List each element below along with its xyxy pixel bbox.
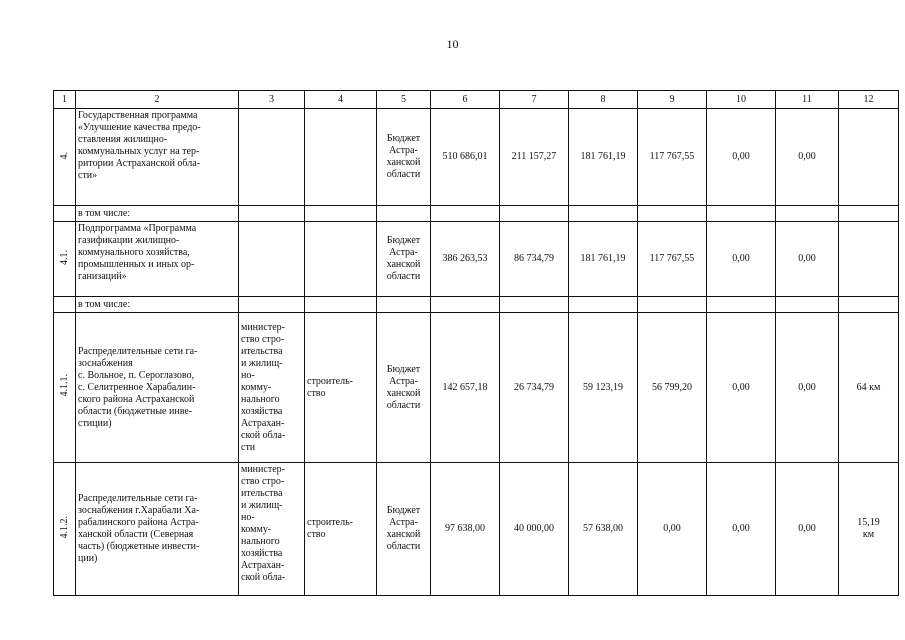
page-number: 10	[446, 37, 459, 51]
empty-cell	[239, 206, 305, 222]
empty-cell	[776, 297, 839, 313]
header-cell: 7	[500, 91, 569, 109]
empty-cell	[377, 206, 431, 222]
empty-cell	[776, 206, 839, 222]
year-value-cell: 117 767,55	[638, 222, 707, 297]
total-cell: 142 657,18	[431, 313, 500, 463]
year-value-cell: 56 799,20	[638, 313, 707, 463]
work-kind-cell	[305, 109, 377, 206]
work-kind-cell: строитель- ство	[305, 463, 377, 596]
header-cell: 10	[707, 91, 776, 109]
empty-cell	[431, 297, 500, 313]
empty-cell	[839, 297, 899, 313]
empty-cell	[839, 206, 899, 222]
header-cell: 9	[638, 91, 707, 109]
result-cell	[839, 109, 899, 206]
empty-cell	[54, 297, 76, 313]
empty-cell	[305, 297, 377, 313]
empty-cell	[431, 206, 500, 222]
header-cell: 3	[239, 91, 305, 109]
row-number-cell	[54, 313, 76, 463]
year-value-cell: 0,00	[776, 109, 839, 206]
year-value-cell: 0,00	[707, 313, 776, 463]
empty-cell	[377, 297, 431, 313]
budget-table	[53, 90, 899, 596]
program-name-cell: Подпрограмма «Программа газификации жилищно- коммунального хозяйства, промышленных и иных ор- ганизаций»	[76, 222, 239, 297]
row-number: 4.1.2.	[58, 515, 70, 539]
row-number-cell	[54, 109, 76, 206]
empty-cell	[500, 297, 569, 313]
empty-cell	[569, 297, 638, 313]
year-value-cell: 40 000,00	[500, 463, 569, 596]
row-number: 4.1.1.	[58, 374, 70, 397]
empty-cell	[500, 206, 569, 222]
year-value-cell: 181 761,19	[569, 109, 638, 206]
header-cell: 4	[305, 91, 377, 109]
table-row	[54, 222, 899, 297]
funding-source-cell: Бюджет Астра- ханской области	[377, 222, 431, 297]
header-cell: 2	[76, 91, 239, 109]
header-cell: 6	[431, 91, 500, 109]
header-cell: 8	[569, 91, 638, 109]
empty-cell	[54, 206, 76, 222]
executor-cell	[239, 109, 305, 206]
empty-cell	[638, 206, 707, 222]
row-number: 4.	[58, 151, 70, 159]
year-value-cell: 0,00	[776, 313, 839, 463]
table-row	[54, 206, 899, 222]
table-row	[54, 109, 899, 206]
year-value-cell: 0,00	[707, 109, 776, 206]
program-name-cell: Распределительные сети га- зоснабжения с. Вольное, п. Сероглазово, с. Селитренное Харабалин- ского района Астраханской области (бюджетные инве- стиции)	[76, 313, 239, 463]
result-cell: 15,19 км	[839, 463, 899, 596]
year-value-cell: 59 123,19	[569, 313, 638, 463]
header-cell: 12	[839, 91, 899, 109]
row-number: 4.1.	[58, 249, 70, 265]
year-value-cell: 211 157,27	[500, 109, 569, 206]
header-cell: 11	[776, 91, 839, 109]
empty-cell	[569, 206, 638, 222]
row-number-cell	[54, 222, 76, 297]
funding-source-cell: Бюджет Астра- ханской области	[377, 463, 431, 596]
result-cell: 64 км	[839, 313, 899, 463]
year-value-cell: 181 761,19	[569, 222, 638, 297]
year-value-cell: 0,00	[638, 463, 707, 596]
header-row	[54, 91, 899, 109]
work-kind-cell	[305, 222, 377, 297]
row-number-cell	[54, 463, 76, 596]
program-name-cell: Распределительные сети га- зоснабжения г.Харабали Ха- рабалинского района Астра- ханской области (Северная часть) (бюджетные инвести- ции)	[76, 463, 239, 596]
header-cell: 5	[377, 91, 431, 109]
table-row	[54, 297, 899, 313]
program-name-cell: Государственная программа «Улучшение качества предо- ставления жилищно- коммунальных услуг на тер- ритории Астраханской обла- сти»	[76, 109, 239, 206]
year-value-cell: 57 638,00	[569, 463, 638, 596]
funding-source-cell: Бюджет Астра- ханской области	[377, 313, 431, 463]
executor-cell: министер- ство стро- ительства и жилищ- но- комму- нального хозяйства Астрахан- ской обла- сти	[239, 313, 305, 463]
table-row	[54, 313, 899, 463]
empty-cell	[707, 206, 776, 222]
year-value-cell: 0,00	[707, 463, 776, 596]
total-cell: 510 686,01	[431, 109, 500, 206]
empty-cell	[305, 206, 377, 222]
result-cell	[839, 222, 899, 297]
executor-cell	[239, 222, 305, 297]
year-value-cell: 26 734,79	[500, 313, 569, 463]
year-value-cell: 117 767,55	[638, 109, 707, 206]
empty-cell	[707, 297, 776, 313]
year-value-cell: 86 734,79	[500, 222, 569, 297]
subtotal-label-cell: в том числе:	[76, 297, 239, 313]
funding-source-cell: Бюджет Астра- ханской области	[377, 109, 431, 206]
year-value-cell: 0,00	[776, 222, 839, 297]
work-kind-cell: строитель- ство	[305, 313, 377, 463]
total-cell: 97 638,00	[431, 463, 500, 596]
subtotal-label-cell: в том числе:	[76, 206, 239, 222]
executor-cell: министер- ство стро- ительства и жилищ- но- комму- нального хозяйства Астрахан- ской обла-	[239, 463, 305, 596]
year-value-cell: 0,00	[776, 463, 839, 596]
total-cell: 386 263,53	[431, 222, 500, 297]
table-row	[54, 463, 899, 596]
empty-cell	[638, 297, 707, 313]
header-cell: 1	[54, 91, 76, 109]
empty-cell	[239, 297, 305, 313]
year-value-cell: 0,00	[707, 222, 776, 297]
